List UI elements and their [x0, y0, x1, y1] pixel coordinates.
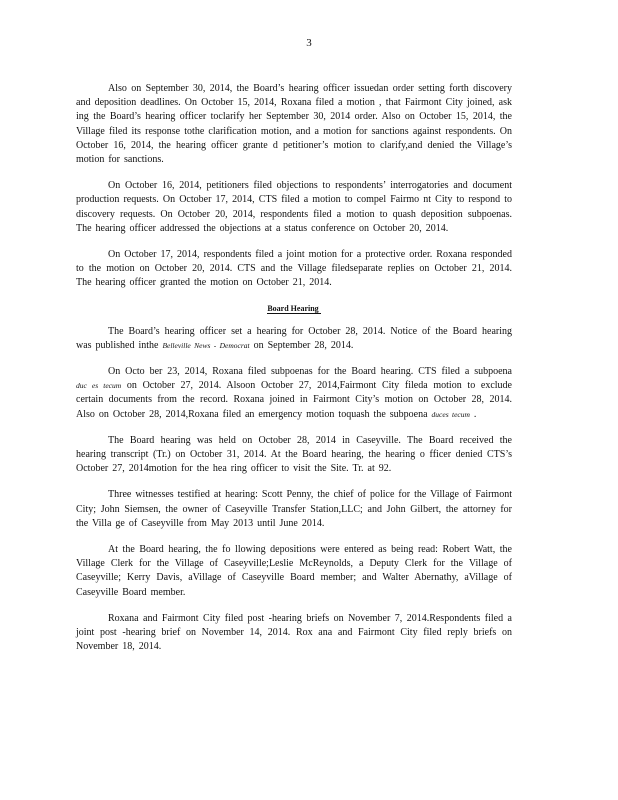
newspaper-name: Belleville News - Democrat: [162, 340, 250, 350]
text-run: on September 28, 2014.: [249, 339, 354, 351]
paragraph-hearing-held: The Board hearing was held on October 28, 2014 in Caseyville. The Board received the hearing transcript (Tr.) on October 31, 2014. At the Board hearing, the hearing o fficer denied CTS’s October 27, 2014motion for the hea ring officer to visit the Site. Tr. at 92.: [76, 434, 512, 475]
page-number: 3: [306, 37, 312, 49]
text-run: On Octo ber 23, 2014, Roxana filed subpoenas for the Board hearing. CTS filed a subpoena: [108, 366, 512, 378]
paragraph-discovery-deadlines: Also on September 30, 2014, the Board’s hearing officer issuedan order setting forth discovery and deposition deadlines. On October 15, 2014, Roxana filed a motion , that Fairmont City joined, ask ing the Board’s hearing officer toclarify her September 30, 2014 order. Also on October 15, 2014, the Village filed its response tothe clarification motion, and a motion for sanctions against respondents. On October 16, 2014, the hearing officer grante d petitioner’s motion to clarify,and denied the Village’s motion for sanctions.: [76, 83, 512, 166]
paragraph-objections: On October 16, 2014, petitioners filed objections to respondents’ interrogatories and document production requests. On October 17, 2014, CTS filed a motion to compel Fairmo nt City to respond to discovery requests. On October 20, 2014, respondents filed a motion to quash deposition subpoenas. The hearing officer addressed the objections at a status conference on October 20, 2014.: [76, 180, 512, 234]
paragraph-subpoenas: [76, 365, 512, 422]
section-heading: [76, 303, 512, 315]
text-run: .: [469, 408, 477, 420]
paragraph-witnesses: Three witnesses testified at hearing: Scott Penny, the chief of police for the Village of Fairmont City; John Siemsen, the owner of Caseyville Transfer Station,LLC; and John Gilbert, the attorney for the Villa ge of Caseyville from May 2013 until June 2014.: [76, 489, 512, 529]
latin-term: duc es tecum: [76, 381, 122, 391]
latin-term: duces tecum: [431, 409, 470, 419]
paragraph-protective-order: On October 17, 2014, respondents filed a joint motion for a protective order. Roxana responded to the motion on October 20, 2014. CTS and the Village filedseparate replies on October 21, 2014. The hearing officer granted the motion on October 21, 2014.: [76, 249, 512, 289]
document-body: [76, 82, 512, 667]
paragraph-depositions: At the Board hearing, the fo llowing depositions were entered as being read: Robert Watt, the Village Clerk for the Village of Caseyville;Leslie McReynolds, a Deputy Clerk for the Village of Caseyville; Kerry Davis, aVillage of Caseyville Board member; and Walter Abernathy, aVillage of Caseyville Board member.: [76, 544, 512, 598]
paragraph-hearing-notice: [76, 325, 512, 353]
text-run: The Board’s hearing officer set a hearing for October 28, 2014. Notice of the Board hearing was published inthe: [76, 325, 512, 351]
text-run: on October 27, 2014. Alsoon October 27, 2014,Fairmont City fileda motion to exclude certain documents from the record. Roxana joined in Fairmont City’s motion on October 28, 2014. Also on October 28, 2014,Roxana filed an emergency motion toquash the subpoena: [76, 380, 512, 420]
paragraph-briefs: Roxana and Fairmont City filed post -hearing briefs on November 7, 2014.Respondents filed a joint post -hearing brief on November 14, 2014. Rox ana and Fairmont City filed reply briefs on November 18, 2014.: [76, 612, 512, 653]
section-heading-text: Board Hearing: [267, 303, 319, 313]
